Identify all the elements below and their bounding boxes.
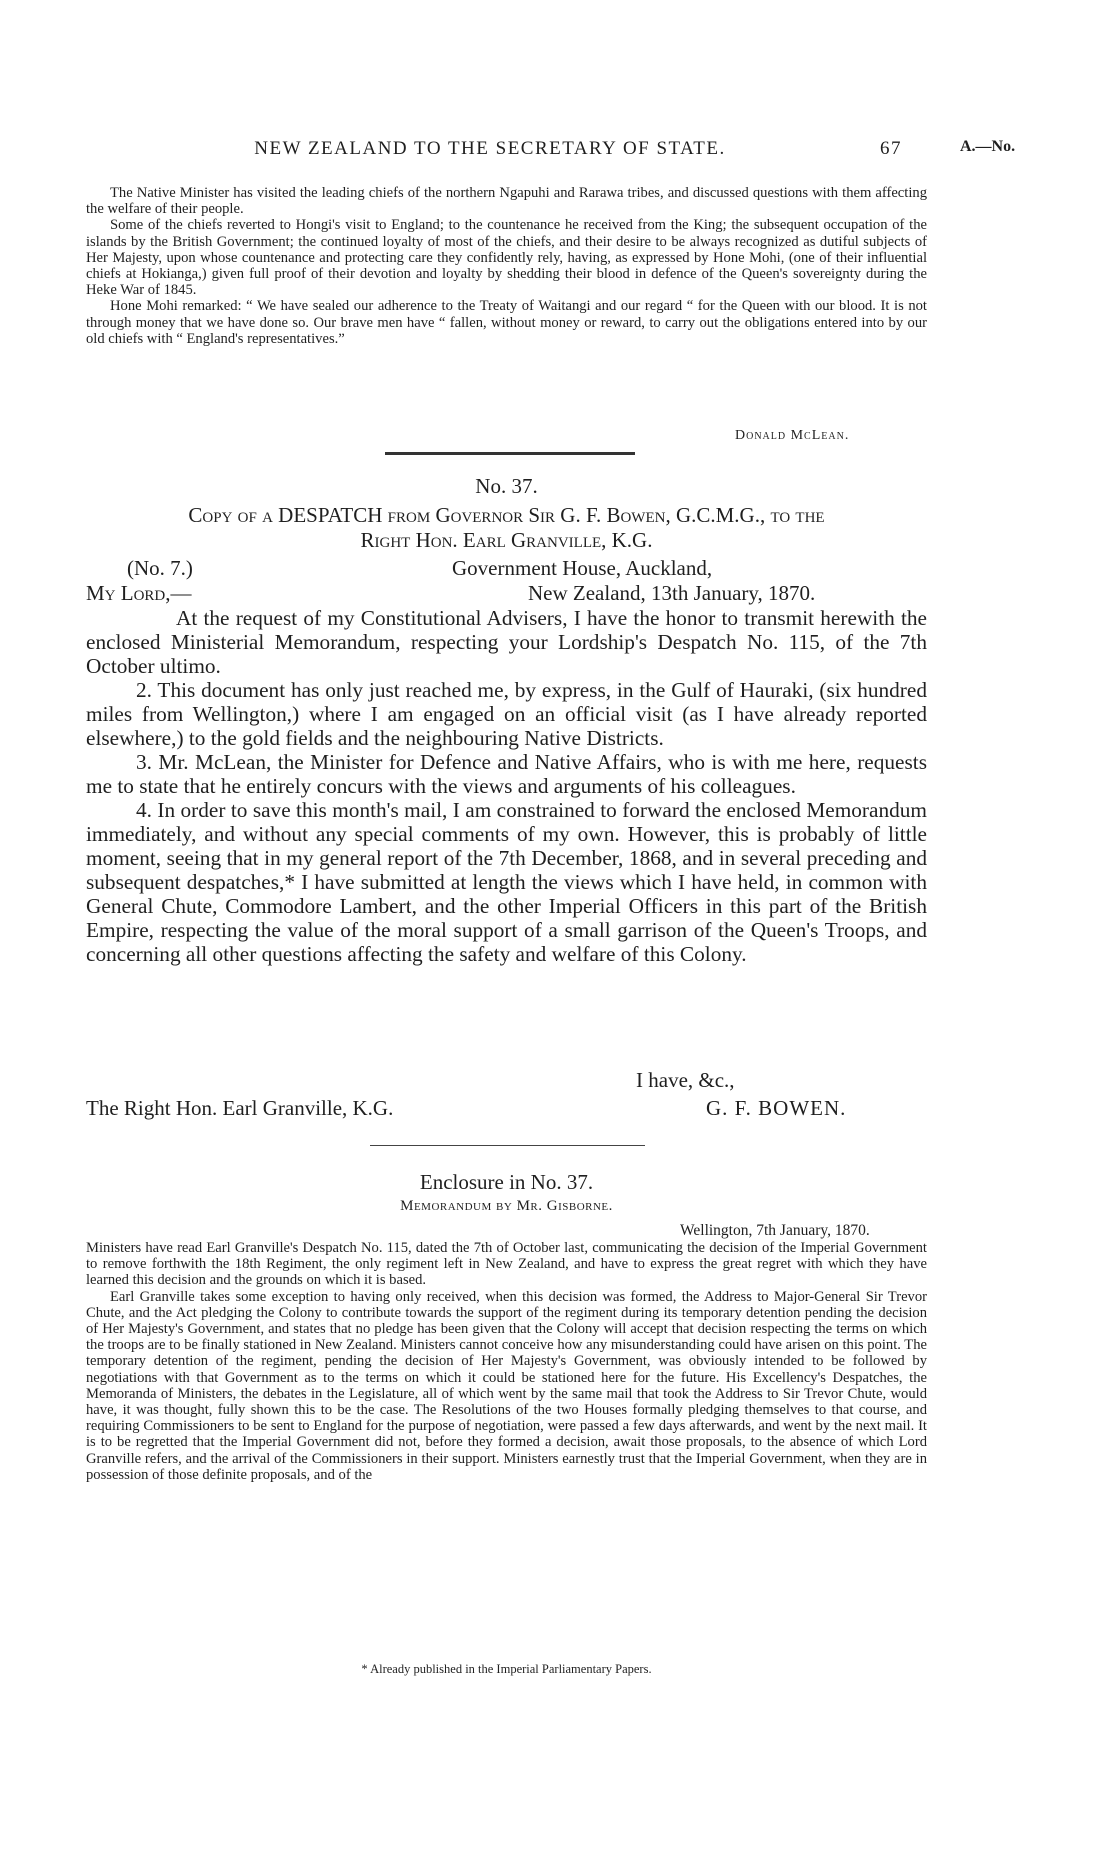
signature-mclean: Donald McLean. — [735, 428, 850, 443]
paragraph: The Native Minister has visited the leading chiefs of the northern Ngapuhi and Rarawa tribes, and discussed questions with them affecting the welfare of their people. — [86, 185, 927, 218]
section-divider — [385, 452, 635, 455]
page-number: 67 — [880, 138, 902, 159]
despatch-place: Government House, Auckland, — [452, 556, 713, 580]
enclosure-date: Wellington, 7th January, 1870. — [680, 1222, 870, 1239]
paragraph: Hone Mohi remarked: “ We have sealed our adherence to the Treaty of Waitangi and our regard “ for the Queen with our blood. It is not through money that we have done so. Our brave men have “ fallen, without money or reward, to carry out the obligations entered into by our old chiefs with “ England's representatives.” — [86, 298, 927, 347]
footnote: * Already published in the Imperial Parliamentary Papers. — [361, 1662, 652, 1676]
paragraph: 2. This document has only just reached me, by express, in the Gulf of Hauraki, (six hundred miles from Wellington,) where I am engaged on an official visit (as I have already reported elsewhere,) to the gold fields and the neighbouring Native Districts. — [86, 678, 927, 750]
paper-reference: A.—No. — [960, 138, 1016, 155]
despatch-number: No. 37. — [475, 474, 538, 498]
section-divider — [370, 1145, 645, 1146]
despatch-title-line2: Right Hon. Earl Granville, K.G. — [360, 528, 653, 552]
paragraph: At the request of my Constitutional Advisers, I have the honor to transmit herewith the enclosed Ministerial Memorandum, respecting your Lordship's Despatch No. 115, of the 7th October ultimo. — [86, 606, 927, 678]
paragraph: Some of the chiefs reverted to Hongi's visit to England; to the countenance he received from the King; the subsequent occupation of the islands by the British Government; the continued loyalty of most of the chiefs, and their desire to be always recognized as dutiful subjects of Her Majesty, upon whose countenance and protecting care they confidently rely, having, as expressed by Hone Mohi, (one of their influential chiefs at Hokianga,) given full proof of their devotion and loyalty by shedding their blood in defence of the Queen's sovereignty during the Heke War of 1845. — [86, 217, 927, 299]
paragraph: 3. Mr. McLean, the Minister for Defence and Native Affairs, who is with me here, requests me to state that he entirely concurs with the views and arguments of his colleagues. — [86, 750, 927, 798]
enclosure-title: Enclosure in No. 37. — [419, 1170, 594, 1194]
salutation: My Lord,— — [86, 581, 192, 605]
despatch-date: New Zealand, 13th January, 1870. — [528, 581, 816, 605]
despatch-body — [86, 606, 927, 966]
closing: I have, &c., — [636, 1068, 735, 1092]
paragraph: 4. In order to save this month's mail, I am constrained to forward the enclosed Memorandum immediately, and without any special comments of my own. However, this is probably of little moment, seeing that in my general report of the 7th December, 1868, and in several preceding and subsequent despatches,* I have submitted at length the views which I have held, in common with General Chute, Commodore Lambert, and the other Imperial Officers in this part of the British Empire, respecting the value of the moral support of a small garrison of the Queen's Troops, and concerning all other questions affecting the safety and welfare of this Colony. — [86, 798, 927, 966]
enclosure-subtitle: Memorandum by Mr. Gisborne. — [400, 1198, 613, 1214]
despatch-reference: (No. 7.) — [127, 556, 193, 580]
despatch-title-line1: Copy of a DESPATCH from Governor Sir G. F. Bowen, G.C.M.G., to the — [188, 503, 825, 527]
memorandum-body — [86, 1240, 927, 1483]
addressee: The Right Hon. Earl Granville, K.G. — [86, 1096, 394, 1120]
running-header-title: NEW ZEALAND TO THE SECRETARY OF STATE. — [254, 138, 726, 159]
paragraph: Ministers have read Earl Granville's Despatch No. 115, dated the 7th of October last, communicating the decision of the Imperial Government to remove forthwith the 18th Regiment, the only regiment left in New Zealand, and have to express the great regret with which they have learned this decision and the grounds on which it is based. — [86, 1240, 927, 1289]
native-minister-report — [86, 185, 927, 347]
signer: G. F. BOWEN. — [706, 1096, 847, 1120]
paragraph: Earl Granville takes some exception to having only received, when this decision was formed, the Address to Major-General Sir Trevor Chute, and the Act pledging the Colony to contribute towards the support of the regiment during its temporary detention pending the decision of Her Majesty's Government, and states that no pledge has been given that the Colony will accept that decision respecting the terms on which the troops are to be finally stationed in New Zealand. Ministers cannot conceive how any misunderstanding could have arisen on this point. The temporary detention of the regiment, pending the decision of Her Majesty's Government, was obviously intended to be followed by negotiations with that Government as to the terms on which it could be stationed here for the future. His Excellency's Despatches, the Memoranda of Ministers, the debates in the Legislature, all of which went by the same mail that took the Address to Sir Trevor Chute, would have, it was thought, fully shown this to be the case. The Resolutions of the two Houses formally pledging themselves to that course, and requiring Commissioners to be sent to England for the purpose of negotiation, were passed a few days afterwards, and went by the next mail. It is to be regretted that the Imperial Government did not, before they formed a decision, await those proposals, to the absence of which Lord Granville refers, and the arrival of the Commissioners in their support. Ministers earnestly trust that the Imperial Government, when they are in possession of those definite proposals, and of the — [86, 1288, 927, 1483]
